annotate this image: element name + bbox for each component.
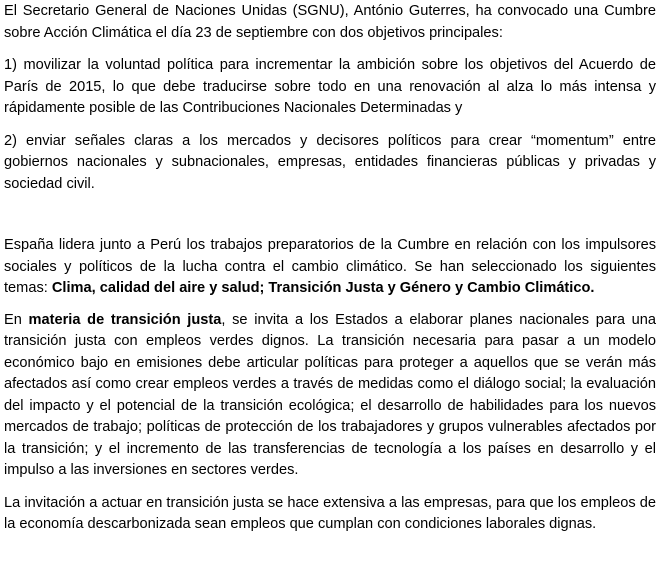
- paragraph-spain-peru: [4, 235, 656, 300]
- paragraph-objective-1: 1) movilizar la voluntad política para incrementar la ambición sobre los objetivos del Acuerdo de París de 2015, lo que debe traducirse sobre todo en una renovación al alza lo más intensa y rápidamente posible de las Contribuciones Nacionales Determinadas y: [4, 57, 656, 116]
- paragraph-just-transition-lead: En: [4, 311, 29, 328]
- paragraph-intro: El Secretario General de Naciones Unidas (SGNU), António Guterres, ha convocado una Cumbre sobre Acción Climática el día 23 de septiembre con dos objetivos principales:: [4, 3, 656, 41]
- paragraph-objective-2: 2) enviar señales claras a los mercados y decisores políticos para crear “momentum” entre gobiernos nacionales y subnacionales, empresas, entidades financieras públicas y privadas y sociedad civil.: [4, 132, 656, 192]
- document-page: [4, 0, 656, 536]
- paragraph-just-transition-body: , se invita a los Estados a elaborar planes nacionales para una transición justa con empleos verdes dignos. La transición necesaria para pasar a un modelo económico bajo en emisiones debe articular políticas para proteger a aquellos que se verán más afectados así como crear empleos verdes a través de medidas como el diálogo social; la evaluación del impacto y el potencial de la transición ecológica; el desarrollo de habilidades para los nuevos mercados de trabajo; políticas de protección de los trabajadores y grupos vulnerables afectados por la transición; y el incremento de las transferencias de tecnología a los países en desarrollo y el impulso a las inversiones en sectores verdes.: [4, 311, 657, 478]
- paragraph-spain-peru-text: España lidera junto a Perú los trabajos preparatorios de la Cumbre en relación con los impulsores sociales y políticos de la lucha contra el cambio climático. Se han seleccionado los siguientes temas:: [4, 237, 656, 296]
- paragraph-companies: La invitación a actuar en transición justa se hace extensiva a las empresas, para que los empleos de la economía descarbonizada sean empleos que cumplan con condiciones laborales dignas.: [4, 494, 656, 532]
- paragraph-just-transition: [4, 310, 656, 482]
- paragraph-spain-peru-topics: Clima, calidad del aire y salud; Transición Justa y Género y Cambio Climático.: [51, 280, 595, 296]
- paragraph-just-transition-term: materia de transición justa: [28, 311, 222, 328]
